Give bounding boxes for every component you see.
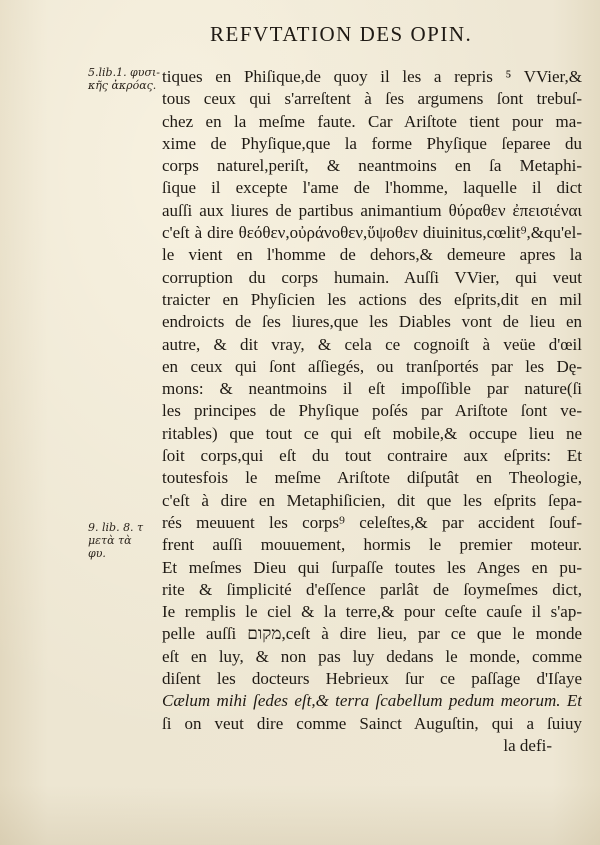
margin-note-2 <box>88 521 168 560</box>
text-line: eſt en luy, & non pas luy dedans le monde, comme <box>162 646 582 666</box>
text-line: autre, & dit vray, & cela ce cognoiſt à veüe d'œil <box>162 334 582 354</box>
margin-note-line: 5.lib.1. φυσι- <box>88 66 160 79</box>
text-line: corps naturel,periſt, & neantmoins en ſa Metaphi- <box>162 156 582 176</box>
margin-note-line: φυ. <box>88 547 106 560</box>
running-head: REFVTATION DES OPIN. <box>210 22 473 46</box>
text-line: Ie remplis le ciel & la terre,& pour ceſte cauſe il s'ap- <box>162 602 582 622</box>
text-line: ſi on veut dire comme Sainct Auguſtin, qui a ſuiuy <box>162 713 582 733</box>
text-line: chez en la meſme faute. Car Ariſtote tient pour ma- <box>162 111 582 131</box>
text-line: endroicts de ſes liures,que les Diables vont de lieu en <box>162 312 582 332</box>
body-text <box>162 66 582 757</box>
text-line: rés meuuent les corps⁹ celeſtes,& par accident ſouf- <box>162 512 582 532</box>
margin-note-line: κῆς ἀκρόας. <box>88 79 157 92</box>
page-edge-shading <box>0 785 600 845</box>
text-line: diſent les docteurs Hebrieux ſur ce paſſage d'Iſaye <box>162 669 582 689</box>
text-line: rite & ſimplicité d'eſſence parlât de ſoymeſmes dict, <box>162 579 582 599</box>
text-line: frent auſſi mouuement, hormis le premier moteur. <box>162 535 582 555</box>
text-line-italic: Cælum mihi ſedes eſt,& terra ſcabellum pedum meorum. Et <box>162 691 582 711</box>
text-line: ſique il excepte l'ame de l'homme, laquelle il dict <box>162 178 582 198</box>
margin-note-line: μετὰ τὰ <box>88 534 132 547</box>
text-line: pelle auſſi מקום,ceſt à dire lieu, par ce que le monde <box>162 624 582 644</box>
text-line: tous ceux qui s'arreſtent à ſes argumens ſont trebuſ- <box>162 89 582 109</box>
text-line: traicter en Phyſicien les actions des eſprits,dit en mil <box>162 289 582 309</box>
text-line: toutesfois le meſme Ariſtote diſputât en Theologie, <box>162 468 582 488</box>
text-line: mons: & neantmoins il eſt impoſſible par nature(ſi <box>162 379 582 399</box>
text-line: Et meſmes Dieu qui ſurpaſſe toutes les Anges en pu- <box>162 557 582 577</box>
text-line: le vient en l'homme de dehors,& demeure apres la <box>162 245 582 265</box>
text-line: c'eſt à dire en Metaphiſicien, dit que les eſprits ſepa- <box>162 490 582 510</box>
text-line: les principes de Phyſique poſés par Ariſtote ſont ve- <box>162 401 582 421</box>
text-line: ſoit corps,qui eſt du tout contraire aux eſprits: Et <box>162 446 582 466</box>
margin-note-1 <box>88 66 168 92</box>
text-line: auſſi aux liures de partibus animantium θύραθεν ἐπεισιέναι <box>162 200 582 220</box>
text-line: en ceux qui ſont aſſiegés, ou tranſportés par les Dę- <box>162 356 582 376</box>
text-line: corruption du corps humain. Auſſi VVier, qui veut <box>162 267 582 287</box>
catchword-line: la defi- <box>503 735 552 755</box>
margin-note-line: 9. lib. 8. τ <box>88 521 144 534</box>
text-line: c'eſt à dire θεόθεν,οὐράνοθεν,ὕψοθεν diuinitus,cœlit⁹,&qu'el- <box>162 223 582 243</box>
text-line: xime de Phyſique,que la forme Phyſique ſeparee du <box>162 133 582 153</box>
text-line: ritables) que tout ce qui eſt mobile,& occupe lieu ne <box>162 423 582 443</box>
text-line: tiques en Phiſique,de quoy il les a repris ⁵ VVier,& <box>162 67 582 86</box>
